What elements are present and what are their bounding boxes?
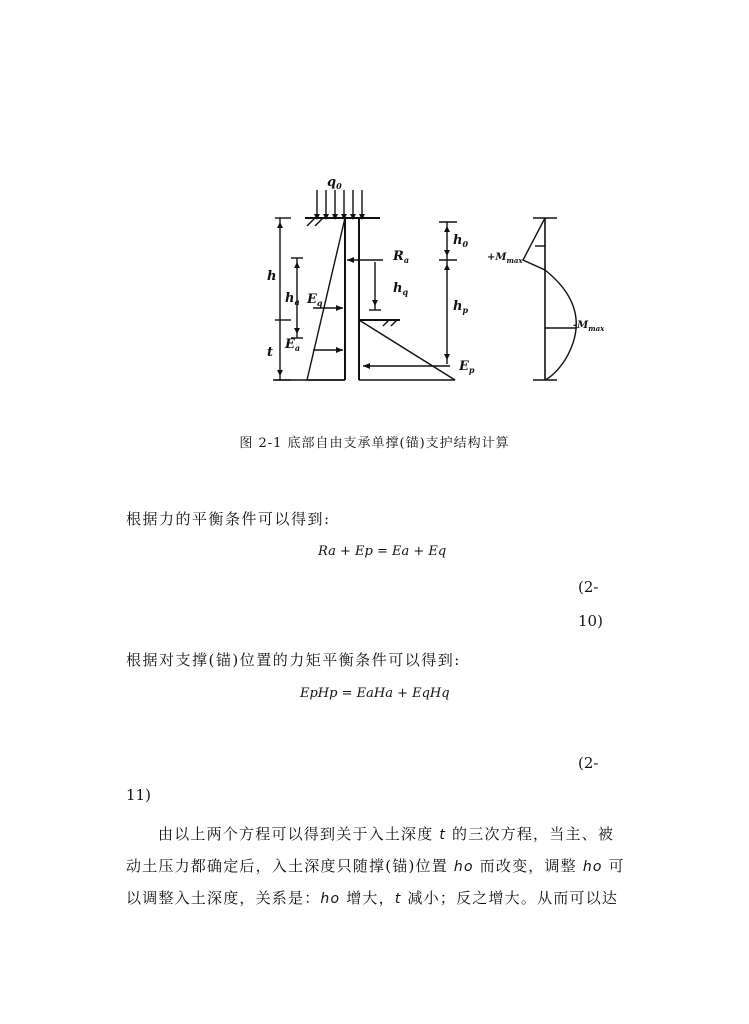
paragraph-moment-balance: 根据对支撑(锚)位置的力矩平衡条件可以得到:	[126, 651, 461, 669]
label-eq: $E_q$	[307, 292, 323, 308]
label-h: h	[267, 269, 277, 284]
equation-2-11: EpHp = EaHa + EqHq	[300, 686, 450, 701]
paragraph-force-balance: 根据力的平衡条件可以得到:	[126, 510, 331, 528]
equation-number-2-11-a: (2-	[578, 754, 599, 772]
equation-number-2-10-b: 10)	[578, 612, 603, 630]
equation-number-2-10-a: (2-	[578, 578, 599, 596]
body-line-2: 动土压力都确定后，入土深度只随撑(锚)位置 ho 而改变，调整 ho 可	[126, 857, 625, 875]
label-ha: $h_a$	[285, 291, 300, 307]
label-h0: $h_0$	[453, 233, 469, 249]
label-ra: $R_a$	[393, 249, 409, 265]
retaining-structure-figure	[265, 170, 615, 390]
label-mmax-negative: $-M_{max}$	[573, 320, 605, 333]
body-line-1: 由以上两个方程可以得到关于入土深度 t 的三次方程，当主、被	[158, 825, 615, 843]
body-line-3: 以调整入土深度，关系是：ho 增大，t 减小；反之增大。从而可以达	[126, 889, 619, 907]
label-ea: $E_a$	[285, 337, 301, 353]
label-t: t	[267, 345, 274, 360]
label-mmax-positive: $+M_{max}$	[487, 252, 523, 265]
equation-2-10: Ra + Ep = Ea + Eq	[318, 544, 447, 559]
label-hq: $h_q$	[393, 281, 409, 297]
equation-number-2-11-b: 11)	[126, 786, 151, 804]
label-q0: $q_0$	[327, 175, 342, 191]
label-ep: $E_p$	[459, 359, 475, 375]
label-hp: $h_p$	[453, 299, 469, 315]
figure-caption: 图 2-1 底部自由支承单撑(锚)支护结构计算	[239, 436, 510, 451]
